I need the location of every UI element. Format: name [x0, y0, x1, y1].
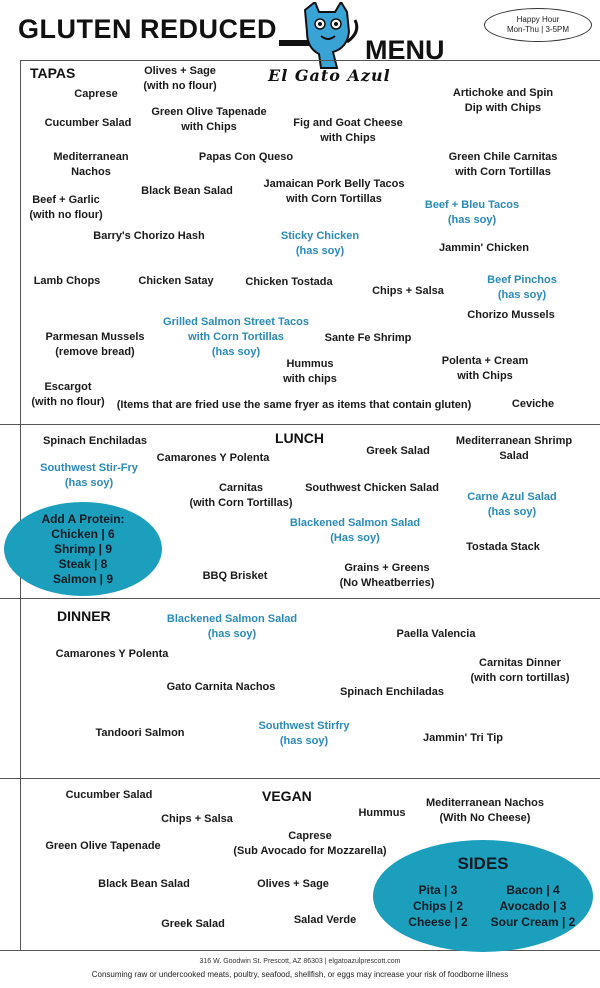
heading-tapas: TAPAS [30, 65, 76, 81]
menu-item-line: Caprese [74, 88, 118, 100]
heading-lunch: LUNCH [275, 430, 324, 446]
tapas-menu-item [199, 150, 293, 165]
tapas-menu-item [467, 308, 554, 323]
tapas-menu-item [93, 229, 204, 244]
vegan-menu-item [66, 788, 153, 803]
protein-line: Salmon | 9 [52, 572, 114, 586]
tapas-menu-item [512, 397, 554, 412]
menu-item-line: Blackened Salmon Salad [289, 517, 421, 529]
menu-item-line: Grains + Greens [344, 562, 430, 574]
footer-disclaimer: Consuming raw or undercooked meats, poultry, seafood, shellfish, or eggs may increase your risk of foodborne illness [91, 970, 509, 979]
menu-item-line: Tandoori Salmon [95, 727, 185, 739]
dinner-menu-item [95, 726, 184, 741]
vegan-menu-item [294, 913, 356, 928]
divider-vegan [0, 778, 600, 779]
menu-item-line: Spinach Enchiladas [340, 686, 444, 698]
protein-line: Steak | 8 [58, 557, 108, 571]
side-line: Pita | 3 [418, 883, 458, 897]
tapas-menu-item [45, 330, 144, 360]
menu-item-line: Beef + Garlic [32, 194, 100, 206]
menu-item-line: (has soy) [295, 245, 345, 257]
menu-item-line: BBQ Brisket [202, 570, 268, 582]
menu-item-line: Caprese [288, 830, 332, 842]
menu-item-line: Jamaican Pork Belly Tacos [263, 178, 405, 190]
menu-item-line: Sante Fe Shrimp [324, 332, 412, 344]
happy-hour-times: Mon-Thu | 3-5PM [506, 25, 570, 34]
menu-item-line: Carnitas Dinner [479, 657, 561, 669]
menu-item-line: Cucumber Salad [44, 117, 132, 129]
tapas-menu-item [143, 64, 216, 94]
lunch-menu-item [366, 444, 430, 459]
menu-item-line: Jammin' Chicken [438, 242, 530, 254]
menu-item-line: Barry's Chorizo Hash [93, 230, 205, 242]
add-protein-oval [4, 502, 162, 596]
menu-item-line: Greek Salad [366, 445, 430, 457]
menu-item-line: Hummus [286, 358, 334, 370]
menu-item-line: Jammin' Tri Tip [422, 732, 504, 744]
tapas-menu-item [151, 105, 266, 135]
menu-item-line: Green Olive Tapenade [45, 840, 161, 852]
tapas-menu-item [425, 198, 519, 228]
menu-item-line: (remove bread) [55, 346, 135, 358]
menu-item-line: Spinach Enchiladas [43, 435, 147, 447]
vegan-menu-item [98, 877, 190, 892]
menu-item-line: Southwest Stirfry [258, 720, 350, 732]
menu-item-line: Beef Pinchos [487, 274, 557, 286]
footer-address: 316 W. Goodwin St. Prescott, AZ 86303 | elgatoazulprescott.com [199, 958, 401, 965]
protein-line: Shrimp | 9 [53, 542, 113, 556]
menu-item-line: Carnitas [218, 482, 264, 494]
menu-item-line: (has soy) [487, 506, 537, 518]
vegan-menu-item [257, 877, 329, 892]
lunch-menu-item [290, 516, 420, 546]
vegan-menu-item [358, 806, 405, 821]
menu-item-line: Gato Carnita Nachos [166, 681, 276, 693]
menu-item-line: (with no flour) [31, 396, 105, 408]
tapas-menu-item [31, 380, 104, 410]
menu-item-line: with chips [283, 373, 337, 385]
menu-item-line: Polenta + Cream [441, 355, 529, 367]
tapas-menu-item [245, 275, 332, 290]
menu-item-line: (has soy) [207, 628, 257, 640]
menu-item-line: Nachos [71, 166, 111, 178]
menu-item-line: (has soy) [447, 214, 497, 226]
menu-item-line: Chicken Satay [138, 275, 214, 287]
menu-item-line: Hummus [358, 807, 406, 819]
menu-item-line: with Corn Tortillas [188, 331, 284, 343]
menu-item-line: Salad [499, 450, 529, 462]
menu-item-line: Sticky Chicken [280, 230, 360, 242]
dinner-menu-item [167, 680, 276, 695]
tapas-menu-item [442, 354, 529, 384]
dinner-menu-item [56, 647, 169, 662]
happy-hour-label: Happy Hour [516, 15, 560, 24]
vegan-menu-item [233, 829, 386, 859]
menu-item-line: with Corn Tortillas [286, 193, 382, 205]
menu-item-line: Artichoke and Spin [452, 87, 554, 99]
menu-item-line: Tostada Stack [466, 541, 540, 553]
divider-lunch [0, 424, 600, 425]
tapas-menu-item [74, 87, 117, 102]
dinner-menu-item [258, 719, 349, 749]
menu-item-line: Parmesan Mussels [45, 331, 145, 343]
menu-item-line: Black Bean Salad [141, 185, 233, 197]
side-line: Avocado | 3 [499, 899, 567, 913]
menu-item-line: (Items that are fried use the same fryer as items that contain gluten) [116, 399, 472, 411]
tapas-menu-item [117, 398, 472, 413]
menu-item-line: Camarones Y Polenta [55, 648, 169, 660]
menu-item-line: Greek Salad [161, 918, 225, 930]
menu-item-line: Olives + Sage [257, 878, 329, 890]
sides-left-list [393, 882, 483, 930]
tapas-menu-item [372, 284, 444, 299]
tapas-menu-item [453, 86, 553, 116]
menu-item-line: Dip with Chips [464, 102, 542, 114]
heading-vegan: VEGAN [262, 788, 312, 804]
tapas-menu-item [283, 357, 337, 387]
tapas-menu-item [45, 116, 132, 131]
vegan-menu-item [161, 812, 233, 827]
divider-dinner [0, 598, 600, 599]
tapas-menu-item [163, 315, 309, 360]
dinner-menu-item [423, 731, 503, 746]
menu-item-line: Chips + Salsa [161, 813, 233, 825]
menu-item-line: Ceviche [511, 398, 555, 410]
menu-item-line: with Chips [320, 132, 376, 144]
menu-item-line: (has soy) [279, 735, 329, 747]
dinner-menu-item [167, 612, 297, 642]
menu-item-line: Cucumber Salad [65, 789, 153, 801]
menu-item-line: with Chips [181, 121, 237, 133]
lunch-menu-item [40, 461, 138, 491]
logo-text: El Gato Azul [268, 66, 391, 85]
menu-item-line: Lamb Chops [33, 275, 101, 287]
heading-dinner: DINNER [57, 608, 111, 624]
protein-list [4, 527, 162, 587]
menu-item-line: (has soy) [211, 346, 261, 358]
menu-item-line: Black Bean Salad [98, 878, 190, 890]
menu-item-line: (has soy) [64, 477, 114, 489]
menu-item-line: Paella Valencia [396, 628, 476, 640]
sides-title: SIDES [457, 854, 509, 873]
lunch-menu-item [466, 540, 540, 555]
menu-item-line: with Corn Tortillas [455, 166, 551, 178]
menu-item-line: Olives + Sage [144, 65, 216, 77]
tapas-menu-item [293, 116, 402, 146]
tapas-menu-item [34, 274, 101, 289]
menu-item-line: Green Chile Carnitas [448, 151, 558, 163]
vegan-menu-item [45, 839, 160, 854]
menu-item-line: Mediterranean Shrimp [455, 435, 573, 447]
dinner-menu-item [397, 627, 476, 642]
lunch-menu-item [157, 451, 270, 466]
menu-item-line: Camarones Y Polenta [156, 452, 270, 464]
tapas-menu-item [29, 193, 102, 223]
side-line: Bacon | 4 [506, 883, 560, 897]
happy-hour-badge [484, 8, 592, 42]
menu-item-line: Blackened Salmon Salad [166, 613, 298, 625]
menu-item-line: Fig and Goat Cheese [293, 117, 403, 129]
menu-item-line: Mediterranean Nachos [426, 797, 544, 809]
tapas-menu-item [325, 331, 412, 346]
menu-item-line: (with corn tortillas) [470, 672, 570, 684]
tapas-menu-item [141, 184, 233, 199]
lunch-menu-item [305, 481, 439, 496]
tapas-menu-item [449, 150, 558, 180]
lunch-menu-item [43, 434, 147, 449]
lunch-menu-item [203, 569, 268, 584]
protein-line: Chicken | 6 [51, 527, 115, 541]
tapas-menu-item [281, 229, 359, 259]
menu-item-line: Chicken Tostada [245, 276, 333, 288]
menu-item-line: Grilled Salmon Street Tacos [163, 316, 309, 328]
menu-item-line: Papas Con Queso [198, 151, 294, 163]
menu-item-line: (has soy) [497, 289, 547, 301]
menu-item-line: (with Corn Tortillas) [189, 497, 293, 509]
menu-item-line: (with no flour) [143, 80, 217, 92]
protein-title: Add A Protein: [41, 512, 125, 526]
tapas-menu-item [138, 274, 213, 289]
vegan-menu-item [161, 917, 225, 932]
menu-item-line: (Sub Avocado for Mozzarella) [233, 845, 387, 857]
menu-item-line: with Chips [457, 370, 513, 382]
dinner-menu-item [471, 656, 570, 686]
lunch-menu-item [467, 490, 556, 520]
tapas-menu-item [263, 177, 404, 207]
sides-oval [373, 840, 593, 952]
tapas-menu-item [487, 273, 557, 303]
menu-title-menu: MENU [365, 35, 445, 65]
side-line: Cheese | 2 [408, 915, 468, 929]
vegan-menu-item [426, 796, 544, 826]
lunch-menu-item [189, 481, 292, 511]
menu-item-line: Southwest Stir-Fry [40, 462, 138, 474]
lunch-menu-item [340, 561, 435, 591]
menu-item-line: Escargot [44, 381, 92, 393]
menu-item-line: Carne Azul Salad [467, 491, 557, 503]
menu-item-line: Mediterranean [53, 151, 129, 163]
sides-right-list [483, 882, 583, 930]
menu-item-line: (with no flour) [29, 209, 103, 221]
menu-item-line: (Has soy) [330, 532, 380, 544]
side-line: Chips | 2 [412, 899, 464, 913]
menu-item-line: (No Wheatberries) [339, 577, 435, 589]
lunch-menu-item [456, 434, 572, 464]
menu-title-gluten-reduced: GLUTEN REDUCED [18, 14, 278, 44]
menu-item-line: Chips + Salsa [372, 285, 444, 297]
dinner-menu-item [340, 685, 444, 700]
side-line: Sour Cream | 2 [490, 915, 576, 929]
menu-item-line: Beef + Bleu Tacos [424, 199, 520, 211]
menu-item-line: Green Olive Tapenade [151, 106, 267, 118]
tapas-menu-item [53, 150, 128, 180]
menu-item-line: Salad Verde [293, 914, 357, 926]
menu-item-line: Southwest Chicken Salad [305, 482, 439, 494]
menu-item-line: (With No Cheese) [439, 812, 531, 824]
menu-item-line: Chorizo Mussels [467, 309, 555, 321]
tapas-menu-item [439, 241, 529, 256]
